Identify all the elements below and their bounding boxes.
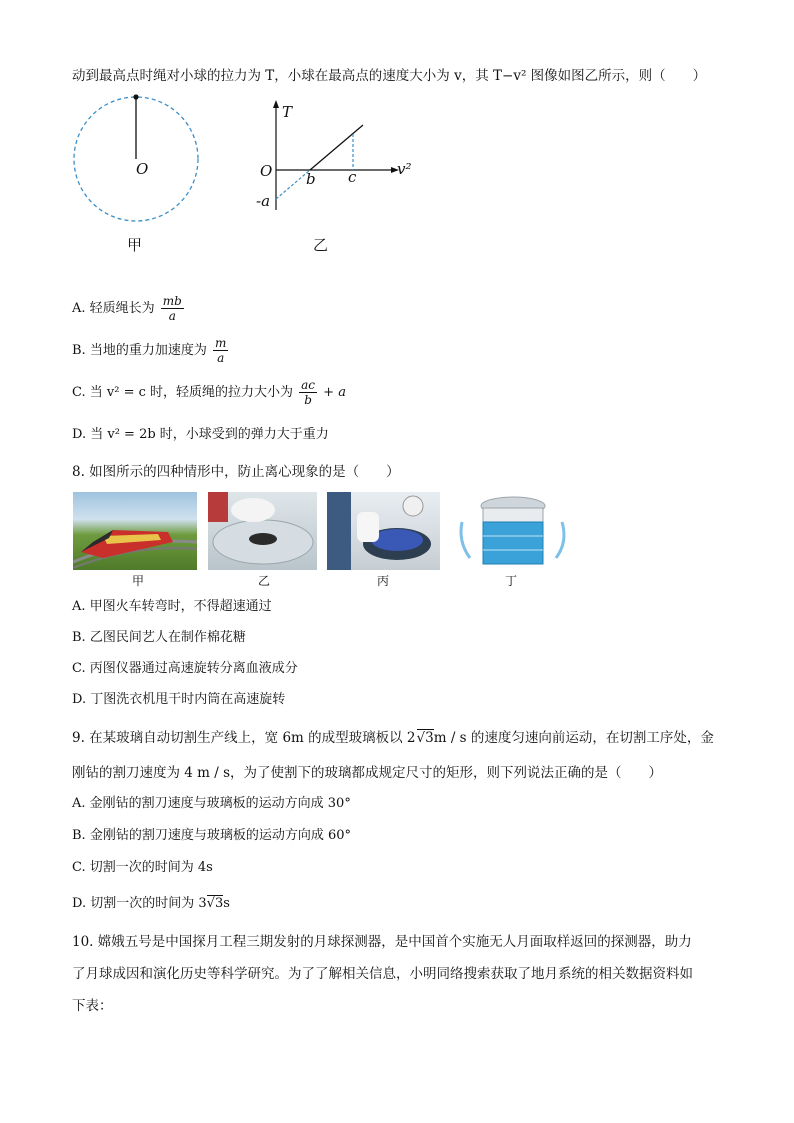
option-c-suffix: + a [323,385,346,400]
q9-option-a: A. 金刚钻的割刀速度与玻璃板的运动方向成 30° [72,796,351,811]
frac-num: mb [162,294,182,308]
caption-pic-bing: 丙 [376,574,389,588]
option-b-text: B. 当地的重力加速度为 [72,343,207,358]
q8-stem: 8. 如图所示的四种情形中，防止离心现象的是（ ） [72,464,400,480]
sqrt-value: 3 [425,730,434,746]
q7-option-d: D. 当 v² = 2b 时，小球受到的弹力大于重力 [72,427,329,442]
q8-option-b: B. 乙图民间艺人在制作棉花糖 [72,630,246,645]
train-icon [73,492,197,570]
picture-cotton-candy [208,492,317,570]
center-label: O [136,160,149,178]
frac-den: a [168,309,176,323]
ball [133,94,138,99]
picture-centrifuge [327,492,440,570]
q10-line3: 下表： [72,998,113,1014]
q7-stem-tail: 动到最高点时绳对小球的拉力为 T，小球在最高点的速度大小为 v，其 T−v² 图像如图乙所示，则（ ） [72,68,707,84]
centrifuge-icon [327,492,440,570]
sqrt-radicand [417,729,434,746]
q7-option-c [72,378,346,407]
graph-extension [276,170,310,199]
caption-pic-ding: 丁 [504,574,517,588]
picture-spin-dryer [456,492,570,570]
frac-num: m [214,336,227,350]
frac-den: a [217,351,225,365]
q9-option-d-prefix: D. 切割一次的时间为 3 [72,896,207,911]
frac-den: b [304,393,312,407]
caption-jia: 甲 [127,236,143,254]
graph-line [310,125,363,170]
q9-option-c: C. 切割一次的时间为 4s [72,860,213,875]
option-a-text: A. 轻质绳长为 [72,301,155,316]
q9-option-d [72,894,230,914]
q9-stem-part1: 9. 在某玻璃自动切割生产线上，宽 6m 的成型玻璃板以 2 [72,730,416,746]
sqrt-radicand [207,895,224,911]
c-label: c [348,168,357,186]
q10-line2: 了月球成因和演化历史等科学研究。为了了解相关信息，小明同络搜索获取了地月系统的相关数据资料如 [72,966,693,982]
figure-yi [255,98,425,218]
q9-option-b: B. 金刚钻的割刀速度与玻璃板的运动方向成 60° [72,828,351,843]
q7-option-a [72,294,186,323]
picture-train [73,492,197,570]
q8-option-d: D. 丁图洗衣机甩干时内筒在高速旋转 [72,692,286,707]
fraction-mb-a [161,294,184,323]
q9-stem-part2: m / s 的速度匀速向前运动，在切割工序处，金 [433,730,714,746]
q7-option-b [72,336,230,365]
cotton-candy-icon [208,492,317,570]
caption-pic-yi: 乙 [257,574,270,588]
q9-stem-line2: 刚钻的割刀速度为 4 m / s，为了使割下的玻璃都成规定尺寸的矩形，则下列说法正确的是（ ） [72,765,663,781]
frac-num: ac [301,378,316,392]
y-axis-arrow [273,100,279,108]
caption-pic-jia: 甲 [131,574,144,588]
fraction-m-a [213,336,228,365]
q10-line1: 10. 嫦娥五号是中国探月工程三期发射的月球探测器，是中国首个实施无人月面取样返回的探测器，助力 [72,934,692,950]
fraction-ac-b [299,378,317,407]
q8-option-c: C. 丙图仪器通过高速旋转分离血液成分 [72,661,298,676]
q9-option-d-suffix: s [223,896,230,911]
sqrt-sign: √ [416,730,426,746]
q9-stem-line1 [72,728,714,748]
b-label: b [306,170,316,188]
washer-icon [456,492,570,570]
sqrt-value: 3 [214,896,224,911]
x-axis-label: v² [397,160,412,178]
caption-yi: 乙 [313,236,329,254]
option-c-text: C. 当 v² = c 时，轻质绳的拉力大小为 [72,385,294,400]
origin-label: O [260,162,273,180]
neg-a-label: -a [256,192,271,210]
q8-option-a: A. 甲图火车转弯时，不得超速通过 [72,599,272,614]
y-axis-label: T [282,103,293,121]
sqrt-sign: √ [206,896,215,911]
